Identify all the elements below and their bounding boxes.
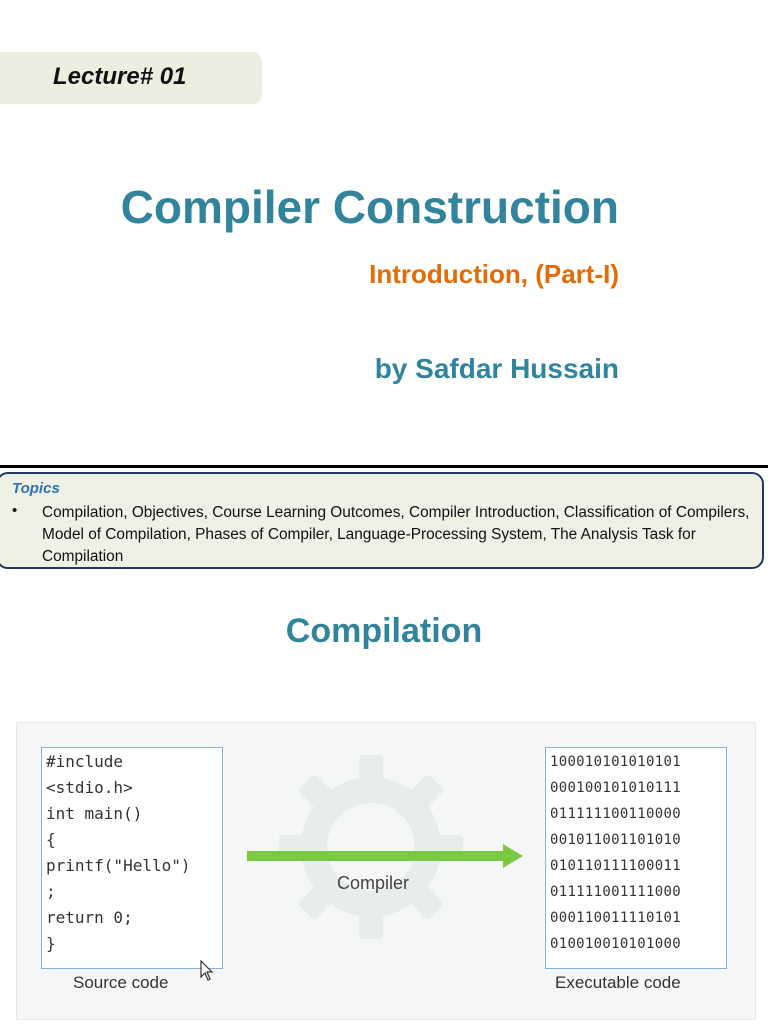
source-line: <stdio.h> <box>46 778 133 797</box>
source-line: printf("Hello") <box>46 856 191 875</box>
executable-code-caption: Executable code <box>555 973 681 992</box>
binary-line: 010010010101000 <box>550 936 681 952</box>
section-title: Compilation <box>285 612 483 650</box>
binary-line: 100010101010101 <box>550 754 681 770</box>
source-line: #include <box>46 752 124 771</box>
binary-line: 000110011110101 <box>550 910 681 926</box>
page-subtitle: Introduction, (Part-I) <box>369 259 619 289</box>
source-line: return 0; <box>46 908 133 927</box>
binary-line: 001011001101010 <box>550 832 681 848</box>
topics-box <box>0 472 764 569</box>
lecture-label: Lecture# 01 <box>53 63 187 90</box>
bullet-icon: • <box>12 502 18 519</box>
compiler-label: Compiler <box>337 873 410 893</box>
binary-line: 010110111100011 <box>550 858 681 874</box>
topics-heading: Topics <box>12 480 60 497</box>
binary-line: 011111001111000 <box>550 884 681 900</box>
source-line: } <box>46 934 56 953</box>
author-line: by Safdar Hussain <box>374 353 619 384</box>
source-line: ; <box>46 882 56 901</box>
binary-line: 011111100110000 <box>550 806 681 822</box>
lecture-tag <box>0 52 262 104</box>
binary-line: 000100101010111 <box>550 780 681 796</box>
mouse-cursor-icon <box>200 960 214 982</box>
source-line: int main() <box>46 804 143 823</box>
executable-code-box <box>545 747 727 969</box>
compilation-figure <box>16 722 756 1020</box>
source-code-box <box>41 747 223 969</box>
arrow-icon <box>247 844 523 868</box>
topics-text: Compilation, Objectives, Course Learning Outcomes, Compiler Introduction, Classification of Compilers, Model of Compilation, Phases of Compiler, Language-Processing System, The Analysis Task for Compilation <box>42 504 750 565</box>
divider <box>0 465 768 468</box>
source-line: { <box>46 830 56 849</box>
source-code-caption: Source code <box>73 973 169 992</box>
page-title: Compiler Construction <box>120 181 619 233</box>
